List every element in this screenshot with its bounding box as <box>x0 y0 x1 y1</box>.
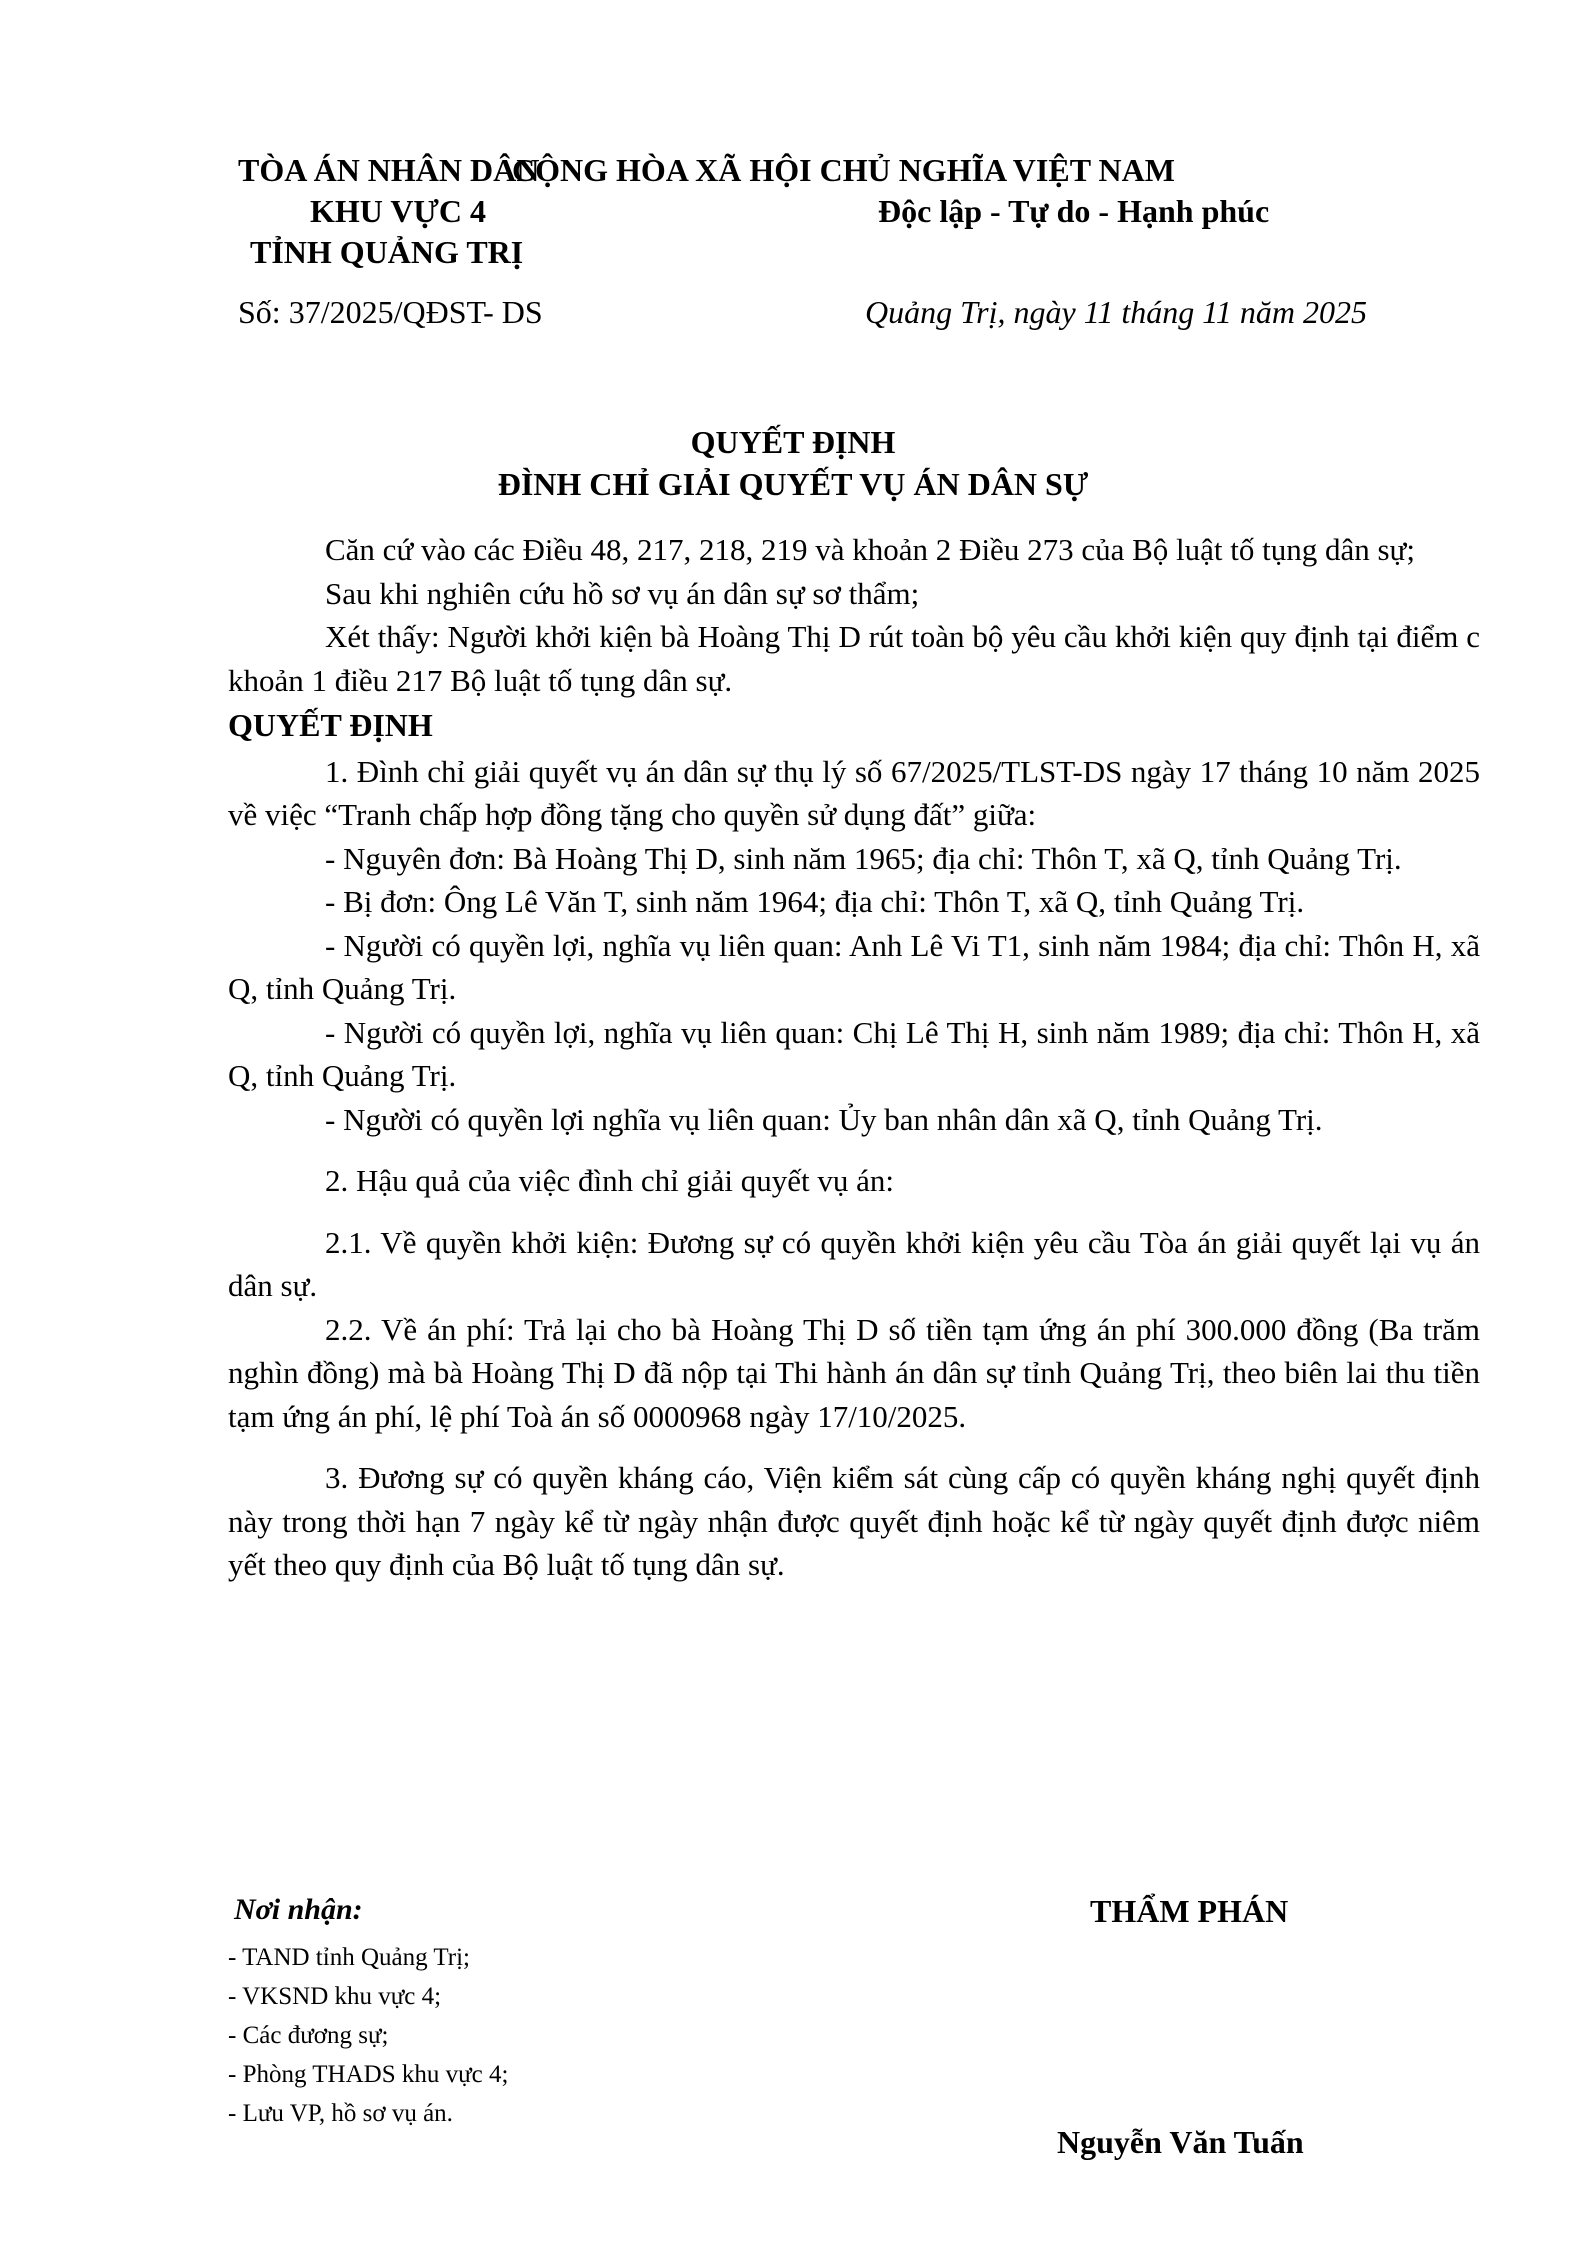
court-region: KHU VỰC 4 <box>310 193 486 229</box>
decision-item-3: 3. Đương sự có quyền kháng cáo, Viện kiểm sát cùng cấp có quyền kháng nghị quyết định này trong thời hạn 7 ngày kể từ ngày nhận được quyết định hoặc kể từ ngày quyết định được niêm yết theo quy định của Bộ luật tố tụng dân sự. <box>228 1460 1480 1582</box>
national-motto: Độc lập - Tự do - Hạnh phúc <box>878 193 1270 229</box>
recipient-item: - TAND tỉnh Quảng Trị; <box>228 1944 471 1971</box>
finding-statement: Xét thấy: Người khởi kiện bà Hoàng Thị D rút toàn bộ yêu cầu khởi kiện quy định tại điểm c khoản 1 điều 217 Bộ luật tố tụng dân sự. <box>228 619 1480 698</box>
court-name: TÒA ÁN NHÂN DÂN <box>238 152 540 188</box>
review-statement: Sau khi nghiên cứu hồ sơ vụ án dân sự sơ thẩm; <box>325 575 920 611</box>
decision-item-2: 2. Hậu quả của việc đình chỉ giải quyết vụ án: <box>325 1163 895 1198</box>
document-body <box>228 528 1480 1587</box>
party-plaintiff: - Nguyên đơn: Bà Hoàng Thị D, sinh năm 1965; địa chỉ: Thôn T, xã Q, tỉnh Quảng Trị. <box>325 840 1402 876</box>
signature-title: THẨM PHÁN <box>1090 1893 1289 1929</box>
party-related-2: - Người có quyền lợi, nghĩa vụ liên quan: Chị Lê Thị H, sinh năm 1989; địa chỉ: Thôn H, xã Q, tỉnh Quảng Trị. <box>228 1014 1480 1093</box>
decision-heading: QUYẾT ĐỊNH <box>228 707 433 743</box>
party-related-3: - Người có quyền lợi nghĩa vụ liên quan: Ủy ban nhân dân xã Q, tỉnh Quảng Trị. <box>325 1101 1323 1137</box>
recipient-item: - Phòng THADS khu vực 4; <box>228 2061 509 2088</box>
national-title: CỘNG HÒA XÃ HỘI CHỦ NGHĨA VIỆT NAM <box>512 152 1175 188</box>
signer-name: Nguyễn Văn Tuấn <box>1057 2124 1304 2160</box>
decision-item-2-1: 2.1. Về quyền khởi kiện: Đương sự có quyền khởi kiện yêu cầu Tòa án giải quyết lại vụ án dân sự. <box>228 1224 1480 1303</box>
decision-item-2-2: 2.2. Về án phí: Trả lại cho bà Hoàng Thị D số tiền tạm ứng án phí 300.000 đồng (Ba trăm nghìn đồng) mà bà Hoàng Thị D đã nộp tại Thi hành án dân sự tỉnh Quảng Trị, theo biên lai thu tiền tạm ứng án phí, lệ phí Toà án số 0000968 ngày 17/10/2025. <box>228 1311 1480 1434</box>
party-related-1: - Người có quyền lợi, nghĩa vụ liên quan: Anh Lê Vi T1, sinh năm 1984; địa chỉ: Thôn H, xã Q, tỉnh Quảng Trị. <box>228 927 1480 1006</box>
recipient-item: - Các đương sự; <box>228 2022 389 2049</box>
recipient-item: - Lưu VP, hồ sơ vụ án. <box>228 2100 453 2127</box>
document-title: QUYẾT ĐỊNH <box>690 424 896 460</box>
recipients-label: Nơi nhận: <box>234 1893 363 1926</box>
document-subtitle: ĐÌNH CHỈ GIẢI QUYẾT VỤ ÁN DÂN SỰ <box>497 466 1089 502</box>
decision-item-1: 1. Đình chỉ giải quyết vụ án dân sự thụ lý số 67/2025/TLST-DS ngày 17 tháng 10 năm 2025 về việc “Tranh chấp hợp đồng tặng cho quyền sử dụng đất” giữa: <box>228 753 1480 832</box>
recipient-item: - VKSND khu vực 4; <box>228 1983 442 2010</box>
court-province: TỈNH QUẢNG TRỊ <box>250 234 524 270</box>
document-number: Số: 37/2025/QĐST- DS <box>238 294 543 330</box>
legal-basis: Căn cứ vào các Điều 48, 217, 218, 219 và khoản 2 Điều 273 của Bộ luật tố tụng dân sự; <box>325 532 1415 567</box>
party-defendant: - Bị đơn: Ông Lê Văn T, sinh năm 1964; địa chỉ: Thôn T, xã Q, tỉnh Quảng Trị. <box>325 884 1305 919</box>
place-date: Quảng Trị, ngày 11 tháng 11 năm 2025 <box>865 294 1367 330</box>
